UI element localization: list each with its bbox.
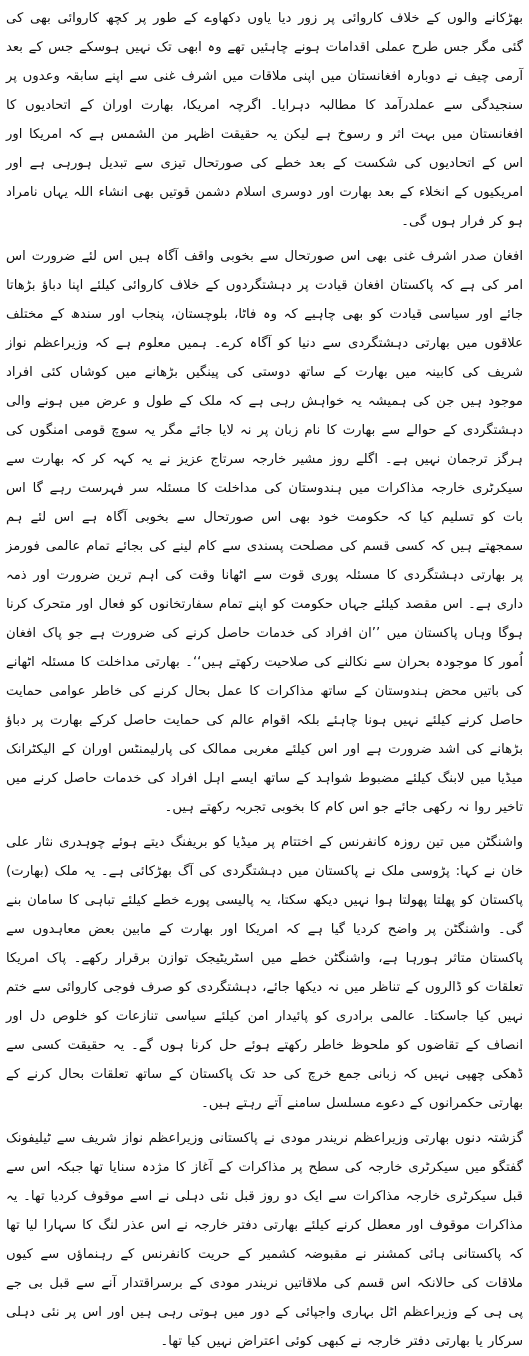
article-paragraph-3: واشنگٹن میں تین روزہ کانفرنس کے اختتام پر میڈیا کو بریفنگ دیتے ہوئے چوہدری نثار علی خان نے کہا: پڑوسی ملک نے پاکستان میں دہشتگردی کی آگ بھڑکائی ہے۔ یہ ملک (بھارت) پاکستان کو پھلتا پھولتا ہوا نہیں دیکھ سکتا، یہ پالیسی پورے خطے کیلئے تباہی کا سامان بنے گی۔ واشنگٹن پر واضح کردیا گیا ہے کہ امریکا اور بھارت کے مابین بعض معاہدوں سے پاکستان متاثر ہورہا ہے، واشنگٹن خطے میں اسٹریٹیجک توازن برقرار رکھے۔ پاک امریکا تعلقات کو ڈالروں کے تناظر میں نہ دیکھا جائے، دہشتگردی کو صرف فوجی کاروائی سے ختم نہیں کیا جاسکتا۔ عالمی برادری کو پائیدار امن کیلئے سیاسی تنازعات کو خلوص دل اور انصاف کے تقاضوں کو ملحوظ خاطر رکھتے ہوئے حل کرنا ہوں گے۔ یہ حقیقت کسی سے ڈھکی چھپی نہیں کہ زبانی جمع خرچ کی حد تک پاکستان کے ساتھ تعلقات بحال کرنے کے بھارتی حکمرانوں کے دعوے مسلسل سامنے آتے رہتے ہیں۔ [6,835,523,1111]
article-paragraph-2: افغان صدر اشرف غنی بھی اس صورتحال سے بخوبی واقف آگاہ ہیں اس لئے ضرورت اس امر کی ہے کہ پاکستان افغان قیادت پر دہشتگردوں کے خلاف کاروائی کیلئے اپنا دباؤ بڑھاتا جائے اور سیاسی قیادت کو بھی چاہیے کہ وہ فاٹا، بلوچستان، پنجاب اور سندھ کے مختلف علاقوں میں بھارتی دہشتگردی سے دنیا کو آگاہ کرے۔ ہمیں معلوم ہے کہ وزیراعظم نواز شریف کی کابینہ میں بھارت کے ساتھ دوستی کی پینگیں بڑھانے میں کوشاں کئی افراد موجود ہیں جن کی ہمیشہ یہ خواہش رہی ہے کہ ملک کے طول و عرض میں ہونے والی دہشتگردی کے حوالے سے بھارت کا نام زبان پر نہ لایا جائے مگر یہ سوچ قومی امنگوں کی ہرگز ترجمان نہیں ہے۔ اگلے روز مشیر خارجہ سرتاج عزیز نے یہ کہہ کر کہ بھارت سے سیکرٹری خارجہ مذاکرات میں ہندوستان کی مداخلت کا مسئلہ سر فہرست رہے گا اس بات کو تسلیم کیا کہ حکومت خود بھی اس صورتحال سے بخوبی آگاہ ہے اس لئے ہم سمجھتے ہیں کہ کسی قسم کی مصلحت پسندی سے کام لینے کی بجائے تمام عالمی فورمز پر بھارتی دہشتگردی کا مسئلہ پوری قوت سے اٹھانا وقت کی اہم ترین ضرورت اور ذمہ داری ہے۔ اس مقصد کیلئے جہاں حکومت کو اپنے تمام سفارتخانوں کو فعال اور متحرک کرنا ہوگا وہاں پاکستان میں ’’ان افراد کی خدمات حاصل کرنے کی ضرورت ہے جو پاک افغان اُمور کا موجودہ بحران سے نکالنے کی صلاحیت رکھتے ہیں‘‘۔ بھارتی مداخلت کا مسئلہ اٹھانے کی باتیں محض ہندوستان کے ساتھ مذاکرات کا عمل بحال کرنے کی خاطر عوامی حمایت حاصل کرنے کیلئے نہیں ہونا چاہئے بلکہ اقوام عالم کی حمایت حاصل کرکے بھارت پر دباؤ بڑھانے کی اشد ضرورت ہے اور اس کیلئے مغربی ممالک کی پارلیمنٹس اوران کے الیکٹرانک میڈیا میں لابنگ کیلئے مضبوط شواہد کے ساتھ ایسے اہل افراد کی خدمات حاصل کرنے میں تاخیر روا نہ رکھی جائے جو اس کام کا بخوبی تجربہ رکھتے ہیں۔ [6,249,523,815]
article-paragraph-1: بھڑکانے والوں کے خلاف کاروائی پر زور دیا یاوں دکھاوے کے طور پر کچھ کاروائی بھی کی گئی مگر جس طرح عملی اقدامات ہونے چاہئیں تھے وہ ابھی تک نہیں ہوسکے جس کے بعد آرمی چیف نے دوبارہ افغانستان میں اپنی ملاقات میں اشرف غنی سے اپنے سابقہ وعدوں پر سنجیدگی سے عملدرآمد کا مطالبہ دہرایا۔ اگرچہ امریکا، بھارت اوران کے اتحادیوں کا افغانستان میں بہت اثر و رسوخ ہے لیکن یہ حقیقت اظہر من الشمس ہے کہ امریکا اور اس کے اتحادیوں کی شکست کے بعد خطے کی صورتحال تیزی سے تبدیل ہورہی ہے اور امریکیوں کے انخلاء کے بعد بھارت اور دوسری اسلام دشمن قوتیں بھی انشاء اللہ یہاں نامراد ہو کر فرار ہوں گی۔ [6,11,523,229]
article-paragraph-4: گزشتہ دنوں بھارتی وزیراعظم نریندر مودی نے پاکستانی وزیراعظم نواز شریف سے ٹیلیفونک گفتگو میں سیکرٹری خارجہ کی سطح پر مذاکرات کے آغاز کا مژدہ سنایا تھا جبکہ اس سے قبل سیکرٹری خارجہ مذاکرات سے ایک دو روز قبل نئی دہلی نے اسے موقوف کردیا تھا۔ یہ مذاکرات موقوف اور معطل کرنے کیلئے بھارتی دفتر خارجہ نے اس عذر لنگ کا سہارا لیا تھا کہ پاکستانی ہائی کمشنر نے مقبوضہ کشمیر کے حریت کانفرنس کے رہنماؤں سے کیوں ملاقات کی حالانکہ اس قسم کی ملاقاتیں نریندر مودی کے برسراقتدار آنے سے قبل بی جے پی ہی کے وزیراعظم اٹل بہاری واجپائی کے دور میں ہوتی رہی ہیں اور اس پر نئی دہلی سرکار یا بھارتی دفتر خارجہ نے کبھی کوئی اعتراض نہیں کیا تھا۔ [6,1131,523,1349]
